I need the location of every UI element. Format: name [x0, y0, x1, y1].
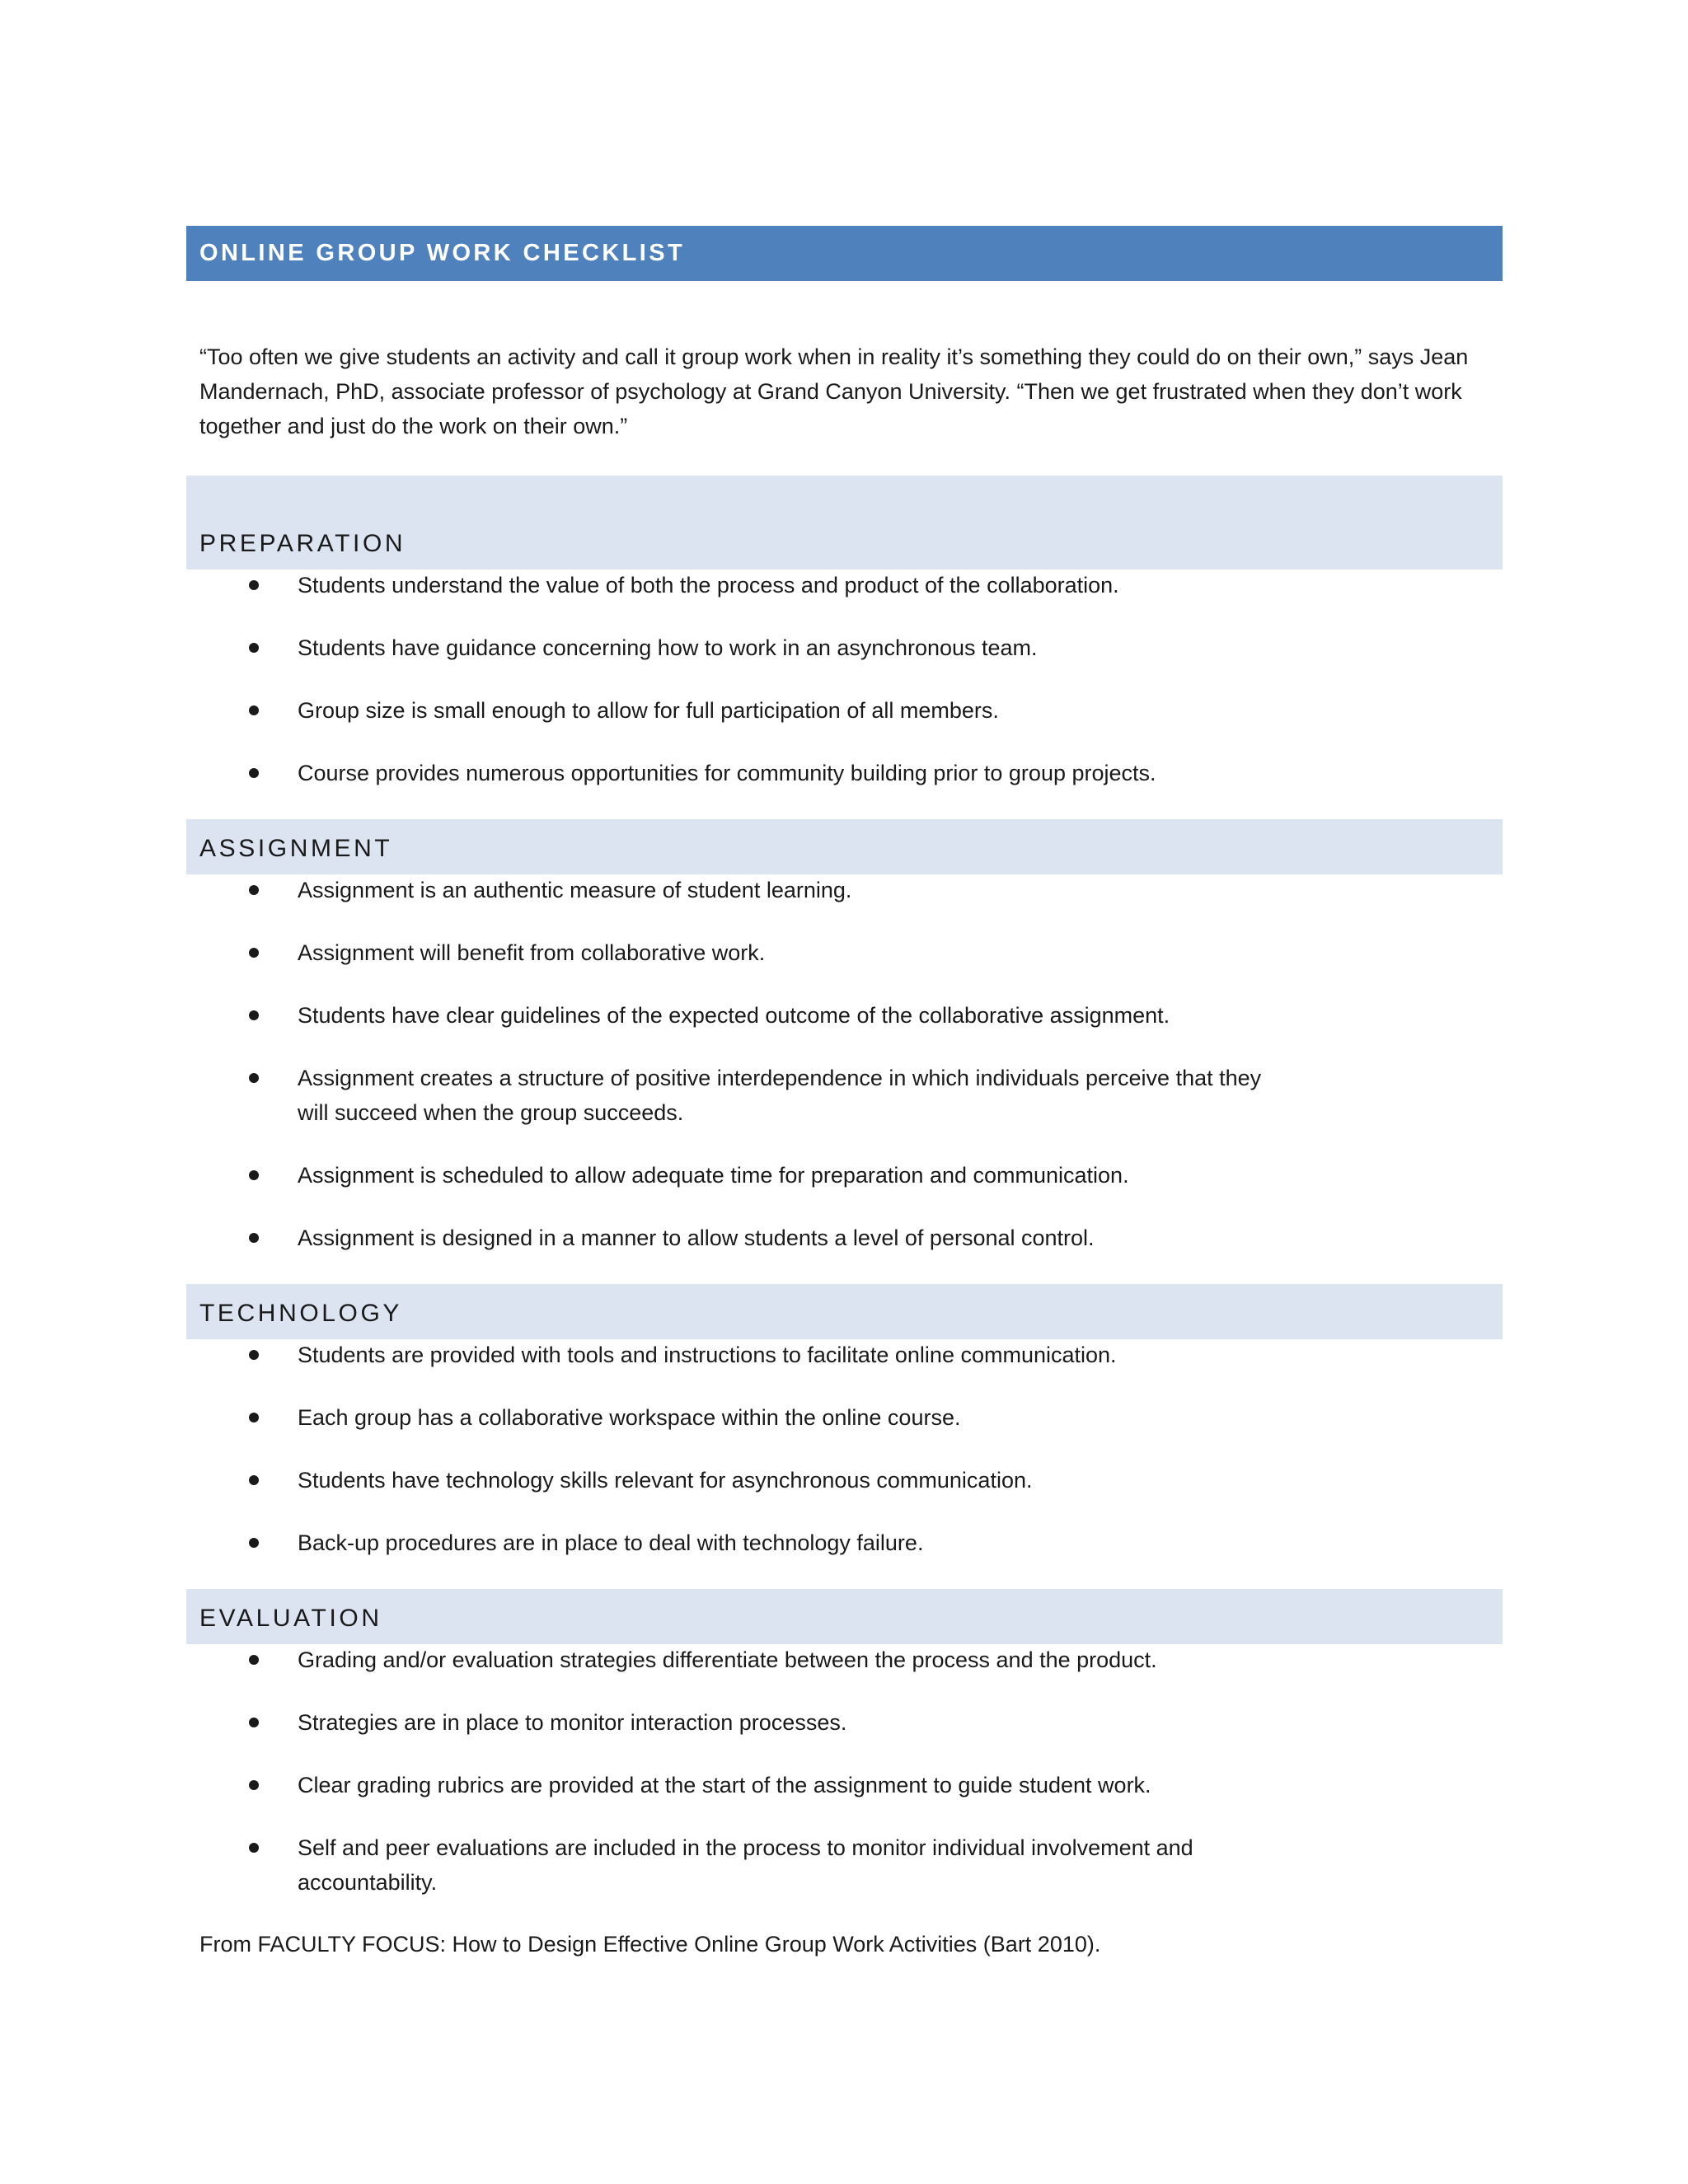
- section-header-technology: [186, 1284, 1503, 1339]
- section-header-preparation: [186, 476, 1503, 569]
- section-header-assignment: [186, 819, 1503, 874]
- list-item: Students have technology skills relevant for asynchronous communication.: [0, 1463, 1270, 1497]
- section-heading: TECHNOLOGY: [199, 1300, 403, 1327]
- section-heading: PREPARATION: [199, 530, 406, 557]
- bullet-icon: [249, 705, 259, 715]
- bullet-icon: [249, 1655, 259, 1665]
- section-header-evaluation: [186, 1589, 1503, 1644]
- bullet-icon: [249, 1413, 259, 1422]
- source-citation: From FACULTY FOCUS: How to Design Effective Online Group Work Activities (Bart 2010).: [199, 1932, 1101, 1957]
- list-item: Course provides numerous opportunities for community building prior to group projects.: [0, 756, 1270, 790]
- checklist-preparation: [0, 568, 1688, 818]
- bullet-icon: [249, 948, 259, 958]
- bullet-icon: [249, 885, 259, 895]
- list-item: Grading and/or evaluation strategies differentiate between the process and the product.: [0, 1643, 1270, 1677]
- list-item: Group size is small enough to allow for full participation of all members.: [0, 693, 1270, 728]
- list-item: Back-up procedures are in place to deal with technology failure.: [0, 1526, 1270, 1560]
- list-item: Self and peer evaluations are included in the process to monitor individual involvement and accountability.: [0, 1830, 1270, 1900]
- checklist-technology: [0, 1338, 1688, 1588]
- bullet-icon: [249, 580, 259, 590]
- bullet-icon: [249, 1843, 259, 1853]
- list-item: Students have clear guidelines of the expected outcome of the collaborative assignment.: [0, 998, 1270, 1033]
- checklist-assignment: [0, 873, 1688, 1283]
- bullet-icon: [249, 1233, 259, 1243]
- section-heading: ASSIGNMENT: [199, 835, 393, 862]
- list-item: Assignment is designed in a manner to allow students a level of personal control.: [0, 1221, 1270, 1255]
- bullet-icon: [249, 768, 259, 778]
- bullet-icon: [249, 1718, 259, 1727]
- bullet-icon: [249, 1170, 259, 1180]
- list-item: Each group has a collaborative workspace within the online course.: [0, 1400, 1270, 1435]
- list-item: Students have guidance concerning how to work in an asynchronous team.: [0, 630, 1270, 665]
- checklist-evaluation: [0, 1643, 1688, 1928]
- bullet-icon: [249, 1010, 259, 1020]
- list-item: Assignment creates a structure of positive interdependence in which individuals perceive that they will succeed when the group succeeds.: [0, 1061, 1270, 1130]
- bullet-icon: [249, 643, 259, 653]
- list-item: Assignment is an authentic measure of student learning.: [0, 873, 1270, 907]
- section-heading: EVALUATION: [199, 1605, 382, 1632]
- document-title: ONLINE GROUP WORK CHECKLIST: [199, 240, 686, 266]
- bullet-icon: [249, 1350, 259, 1360]
- intro-quote: “Too often we give students an activity and call it group work when in reality it’s something they could do on their own,” says Jean Mandernach, PhD, associate professor of psychology at Grand Canyon University. “Then we get frustrated when they don’t work together and just do the work on their own.”: [199, 344, 1469, 438]
- list-item: Assignment will benefit from collaborative work.: [0, 935, 1270, 970]
- bullet-icon: [249, 1475, 259, 1485]
- list-item: Strategies are in place to monitor interaction processes.: [0, 1705, 1270, 1740]
- list-item: Students understand the value of both the process and product of the collaboration.: [0, 568, 1270, 602]
- bullet-icon: [249, 1780, 259, 1790]
- bullet-icon: [249, 1538, 259, 1548]
- list-item: Assignment is scheduled to allow adequate time for preparation and communication.: [0, 1158, 1270, 1193]
- list-item: Clear grading rubrics are provided at the start of the assignment to guide student work.: [0, 1768, 1270, 1802]
- bullet-icon: [249, 1073, 259, 1083]
- list-item: Students are provided with tools and instructions to facilitate online communication.: [0, 1338, 1270, 1372]
- title-bar: [186, 226, 1503, 281]
